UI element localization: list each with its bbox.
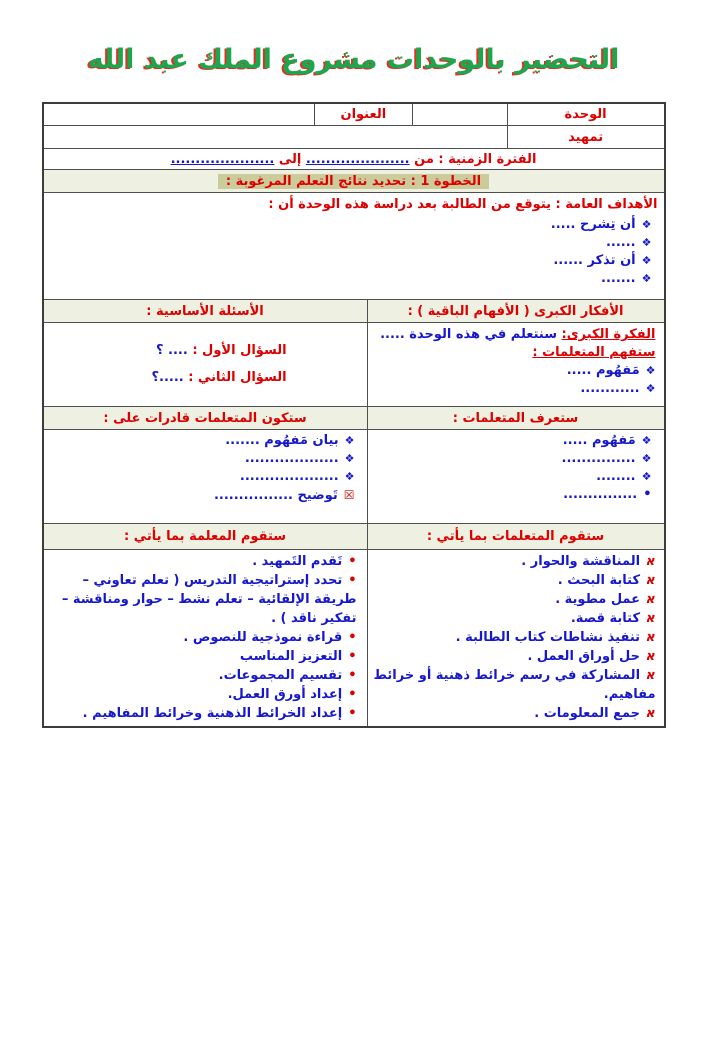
period-dots-to[interactable]: .....................	[170, 151, 275, 167]
dot-bullet-icon: •	[348, 668, 357, 684]
row-intro	[44, 126, 664, 149]
teacher-activity-text: قراءة نموذجية للنصوص .	[183, 630, 343, 646]
writing-pen-bullet-icon: א	[644, 554, 657, 570]
period-to-label: إلى	[278, 151, 302, 167]
question1-dots: .... ؟	[155, 343, 188, 359]
teacher-activity-text: إعداد الخرائط الذهنية وخرائط المفاهيم .	[82, 706, 343, 722]
learners-header-cell: ستقوم المتعلمات بما يأتي :	[367, 524, 664, 549]
row-unit-title	[44, 104, 664, 126]
list-item[interactable]	[48, 468, 355, 486]
diamond-bullet-icon: ❖	[645, 382, 656, 396]
goal-text: أن تذكر ......	[553, 253, 636, 269]
learner-activity-text: حل أوراق العمل .	[527, 649, 641, 665]
teacher-header-cell: ستقوم المعلمة بما يأتي :	[44, 524, 367, 549]
know-header-cell: ستعرف المتعلمات :	[367, 407, 664, 429]
list-item[interactable]	[372, 552, 656, 571]
big-ideas-header-cell: الأفكار الكبرى ( الأفهام الباقية ) :	[367, 300, 664, 322]
understand-line	[372, 344, 656, 362]
question-line[interactable]	[48, 370, 287, 386]
list-item[interactable]	[48, 234, 652, 252]
list-item[interactable]	[48, 252, 652, 270]
row-headers-ideas-questions	[44, 300, 664, 323]
writing-pen-bullet-icon: א	[644, 706, 657, 722]
row-content-activities	[44, 550, 664, 726]
row-content-ideas-questions	[44, 323, 664, 407]
row-period	[44, 149, 664, 170]
questions-header-cell: الأسئلة الأساسية :	[44, 300, 367, 322]
list-item[interactable]	[372, 647, 656, 666]
diamond-bullet-icon: ❖	[641, 470, 652, 484]
list-item[interactable]	[372, 432, 652, 450]
dot-bullet-icon: •	[348, 630, 357, 646]
list-item[interactable]	[48, 432, 355, 450]
diamond-bullet-icon: ❖	[641, 218, 652, 232]
row-headers-activities	[44, 524, 664, 550]
goal-text: أن تِشرح .....	[550, 217, 636, 233]
big-idea-text[interactable]: سنتعلم في هذه الوحدة .....	[380, 327, 558, 343]
goal-text: .......	[601, 271, 636, 287]
know-item-text: مَفهُوم .....	[562, 433, 636, 449]
learner-activity-text: تنفيذ نشاطات كتاب الطالبة .	[455, 630, 641, 646]
period-line	[171, 152, 537, 167]
list-item[interactable]	[48, 450, 355, 468]
list-item[interactable]	[48, 704, 357, 723]
big-idea-line	[372, 326, 656, 344]
list-item[interactable]	[372, 362, 656, 380]
diamond-bullet-icon: ❖	[344, 470, 355, 484]
question-line[interactable]	[48, 343, 287, 359]
list-item[interactable]	[48, 216, 652, 234]
list-item[interactable]	[372, 380, 656, 398]
list-item[interactable]	[48, 628, 357, 647]
diamond-bullet-icon: ❖	[641, 254, 652, 268]
list-item[interactable]	[372, 704, 656, 723]
checked-box-bullet-icon: ☒	[343, 488, 355, 503]
learner-activity-text: كتابة قصة.	[570, 611, 641, 627]
question2-label: السؤال الثاني :	[188, 370, 287, 386]
diamond-bullet-icon: ❖	[641, 236, 652, 250]
writing-pen-bullet-icon: א	[644, 668, 657, 684]
dot-bullet-icon: •	[348, 706, 357, 722]
teacher-activity-text: تقسيم المجموعات.	[218, 668, 343, 684]
writing-pen-bullet-icon: א	[644, 630, 657, 646]
understand-item-text: مَفهُوم .....	[566, 363, 640, 379]
diamond-bullet-icon: ❖	[641, 452, 652, 466]
period-dots-from[interactable]: .....................	[305, 151, 410, 167]
learner-activity-text: كتابة البحث .	[557, 573, 641, 589]
know-item-text: ...............	[561, 451, 636, 467]
list-item[interactable]	[48, 647, 357, 666]
goal-text: ......	[605, 235, 636, 251]
learner-activity-text: المناقشة والحوار .	[521, 554, 641, 570]
question1-label: السؤال الأول :	[192, 343, 287, 359]
document-page	[0, 44, 707, 728]
teacher-activity-text: التعزيز المناسب	[239, 649, 343, 665]
list-item[interactable]	[48, 571, 357, 628]
question2-dots: .....؟	[151, 370, 184, 386]
diamond-bullet-icon: ❖	[645, 364, 656, 378]
list-item[interactable]	[48, 685, 357, 704]
dot-bullet-icon: •	[348, 649, 357, 665]
list-item[interactable]	[48, 486, 355, 505]
list-item[interactable]	[48, 552, 357, 571]
able-item-text: ....................	[239, 469, 339, 485]
dot-bullet-icon: •	[348, 573, 357, 589]
diamond-bullet-icon: ❖	[641, 272, 652, 286]
writing-pen-bullet-icon: א	[644, 611, 657, 627]
big-ideas-cell	[367, 323, 664, 406]
list-item[interactable]	[48, 666, 357, 685]
learner-activity-text: جمع المعلومات .	[534, 706, 641, 722]
learner-activity-text: عمل مطوية .	[555, 592, 641, 608]
know-cell	[367, 430, 664, 523]
list-item[interactable]	[372, 468, 652, 486]
know-item-text: ........	[596, 469, 636, 485]
able-header-cell: ستكون المتعلمات قادرات على :	[44, 407, 367, 429]
diamond-bullet-icon: ❖	[641, 434, 652, 448]
row-goals	[44, 193, 664, 300]
unit-value-cell[interactable]	[412, 104, 507, 125]
writing-pen-bullet-icon: א	[644, 573, 657, 589]
teacher-activity-text: إعداد أورق العمل.	[227, 687, 343, 703]
able-item-text: ...................	[244, 451, 339, 467]
teacher-activity-text: تَقدم التَمهيد .	[252, 554, 343, 570]
dot-bullet-icon: •	[643, 487, 652, 503]
able-cell	[44, 430, 367, 523]
page-title: التحضير بالوحدات مشروع الملك عبد الله	[87, 44, 620, 75]
questions-cell	[44, 323, 367, 406]
intro-value-cell[interactable]	[44, 126, 507, 148]
understand-item-text: ............	[580, 381, 640, 397]
period-label: الفترة الزمنية : من	[414, 151, 537, 167]
unit-label-cell: الوحدة	[507, 104, 664, 125]
list-item[interactable]	[372, 486, 652, 504]
row-headers-know-able	[44, 407, 664, 430]
list-item[interactable]	[372, 609, 656, 628]
diamond-bullet-icon: ❖	[344, 434, 355, 448]
step1-heading: الخطوة 1 : تحديد نتائج التعلم المرغوبة :	[218, 174, 489, 189]
intro-label-cell: تمهيد	[507, 126, 664, 148]
dot-bullet-icon: •	[348, 687, 357, 703]
understand-label: ستفهم المتعلمات :	[532, 345, 656, 361]
lesson-plan-table	[42, 102, 666, 728]
know-item-text: ...............	[563, 487, 638, 503]
goals-list	[44, 214, 664, 290]
able-item-text: بيان مَفهُوم .......	[225, 433, 339, 449]
writing-pen-bullet-icon: א	[644, 592, 657, 608]
title-value-cell[interactable]	[44, 104, 314, 125]
dot-bullet-icon: •	[348, 554, 357, 570]
able-item-text: تَوضيح ................	[213, 488, 338, 504]
teacher-activity-text: تحدد إستراتيجية التدريس ( تعلم تعاوني – طريقة الإلقائية – تعلم نشط – حوار ومناقشة – تفكير ناقد ) .	[61, 573, 357, 627]
learners-cell	[367, 550, 664, 726]
row-step1	[44, 170, 664, 193]
teacher-cell	[44, 550, 367, 726]
goals-header: الأهداف العامة : يتوقع من الطالبة بعد دراسة هذه الوحدة أن :	[268, 197, 658, 213]
row-content-know-able	[44, 430, 664, 524]
writing-pen-bullet-icon: א	[644, 649, 657, 665]
list-item[interactable]	[372, 666, 656, 704]
list-item[interactable]	[372, 628, 656, 647]
list-item[interactable]	[372, 571, 656, 590]
list-item[interactable]	[48, 270, 652, 288]
diamond-bullet-icon: ❖	[344, 452, 355, 466]
big-idea-label: الفكرة الكبرى:	[561, 327, 656, 343]
title-label-cell: العنوان	[314, 104, 412, 125]
list-item[interactable]	[372, 450, 652, 468]
learner-activity-text: المشاركة في رسم خرائط ذهنية أو خرائط مفاهيم.	[373, 668, 656, 703]
list-item[interactable]	[372, 590, 656, 609]
